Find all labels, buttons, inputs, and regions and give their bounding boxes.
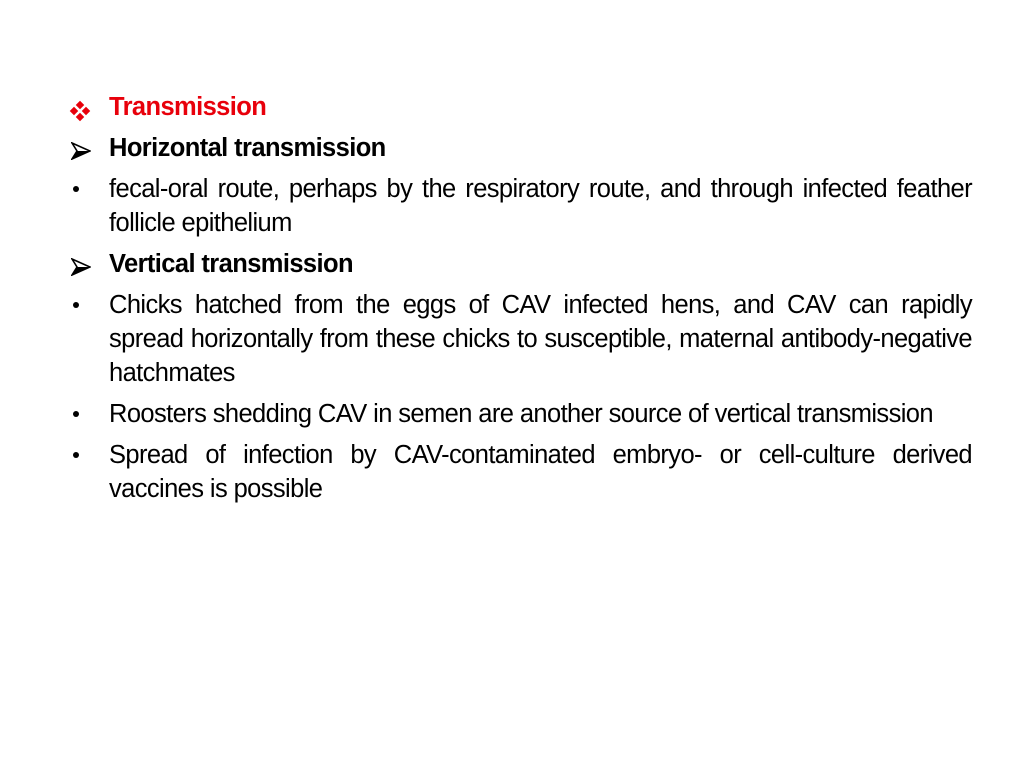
slide-body xyxy=(68,90,972,513)
bullet-horizontal-routes xyxy=(68,172,972,240)
bullet-icon xyxy=(68,288,98,322)
bullet-icon xyxy=(68,438,98,472)
bullet-contaminated-vaccines xyxy=(68,438,972,506)
bullet-roosters-shedding xyxy=(68,397,972,431)
subheading-horizontal-transmission xyxy=(68,131,972,165)
subheading-vertical-transmission xyxy=(68,247,972,281)
bullet-text: Spread of infection by CAV-contaminated embryo- or cell-culture derived vaccines is possible xyxy=(109,441,972,503)
bullet-text: fecal-oral route, perhaps by the respiratory route, and through infected feather follicle epithelium xyxy=(109,175,972,237)
bullet-text: Chicks hatched from the eggs of CAV infected hens, and CAV can rapidly spread horizontally from these chicks to susceptible, maternal antibody-negative hatchmates xyxy=(109,291,972,387)
heading-text: Transmission xyxy=(109,93,267,121)
bullet-icon xyxy=(68,397,98,431)
bullet-chicks-hatched xyxy=(68,288,972,390)
bullet-text: Roosters shedding CAV in semen are another source of vertical transmission xyxy=(109,400,933,428)
subheading-text: Vertical transmission xyxy=(109,250,353,278)
arrow-icon xyxy=(68,131,98,165)
arrow-icon xyxy=(68,247,98,281)
subheading-text: Horizontal transmission xyxy=(109,134,386,162)
section-heading-transmission xyxy=(68,90,972,124)
bullet-icon xyxy=(68,172,98,206)
diamond-cluster-icon xyxy=(68,90,98,124)
